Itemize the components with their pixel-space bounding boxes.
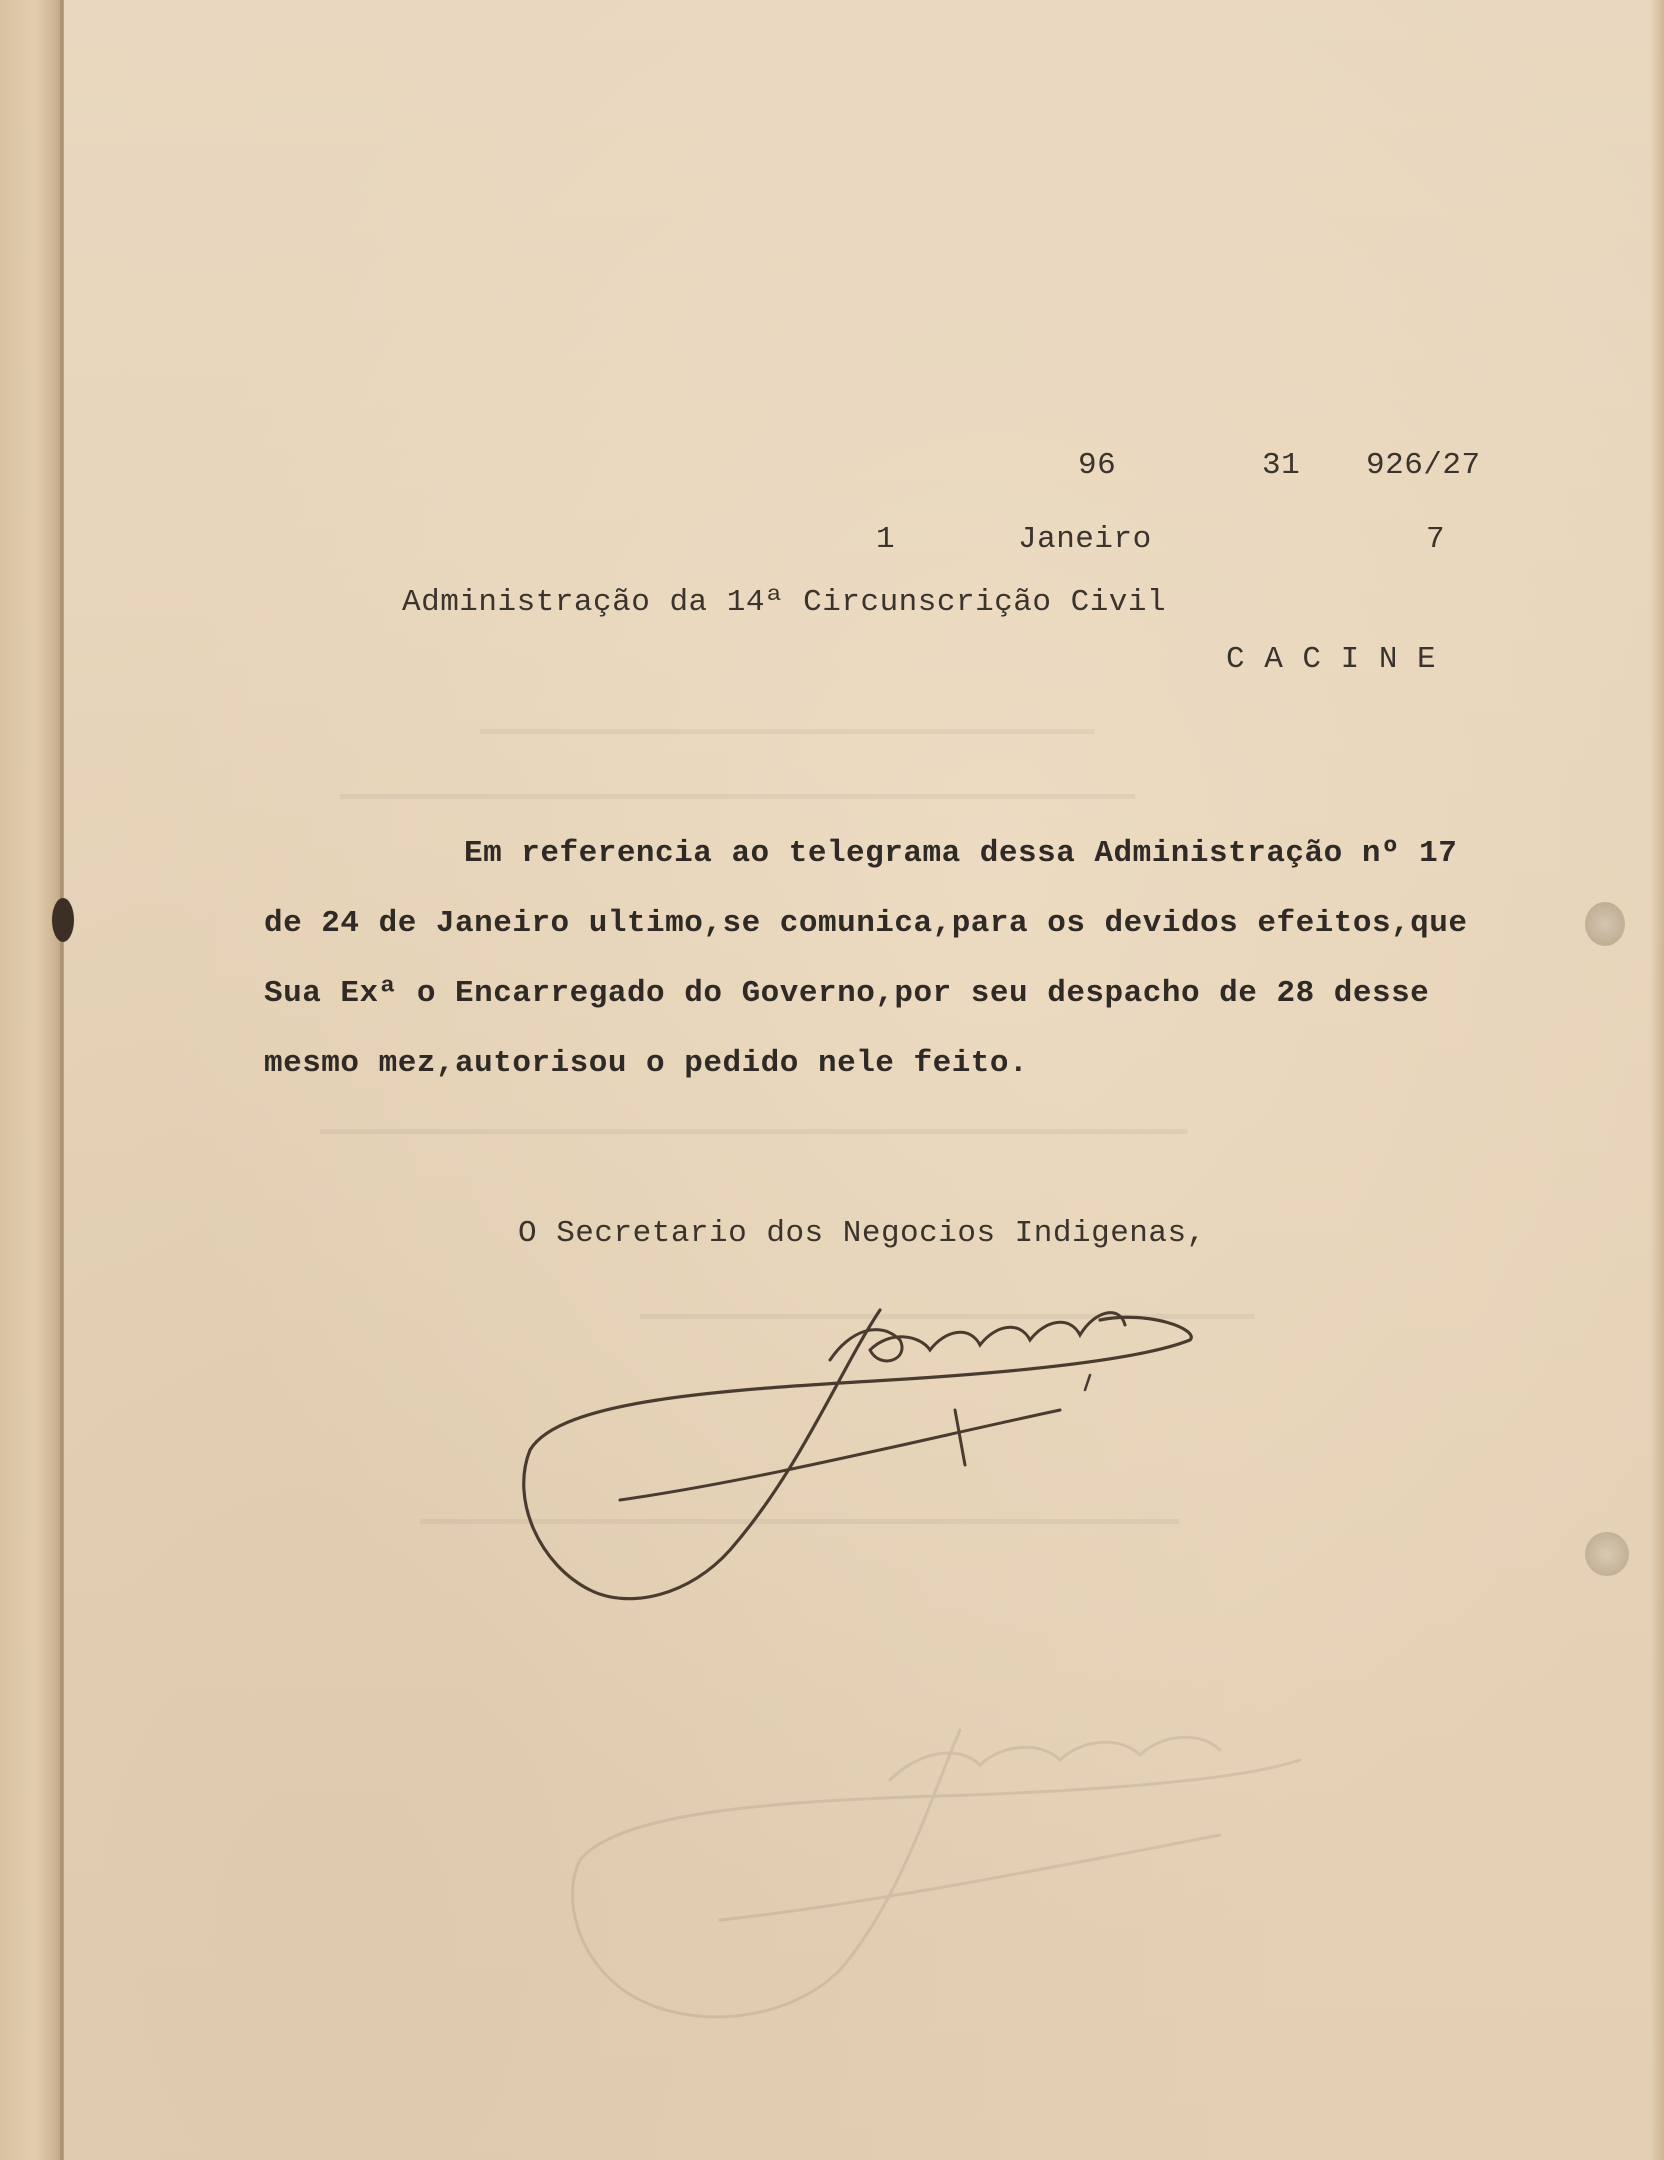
bleed-through-text: ━━━━━━━━━━━━━━━━━━━━━━━━━━━━━━━━━━━━━━━━━━	[420, 1508, 1179, 1542]
bleed-through-text: ━━━━━━━━━━━━━━━━━━━━━━━━━━━━━━━━━━━━━━━━━━━━	[340, 783, 1135, 817]
date-year: 7	[1426, 522, 1446, 557]
reference-year: 926/27	[1366, 448, 1481, 483]
punch-hole	[52, 898, 74, 942]
bleed-through-signature	[540, 1700, 1320, 2040]
fold-line	[60, 0, 63, 2160]
closing-title: O Secretario dos Negocios Indigenas,	[518, 1216, 1206, 1251]
punch-hole	[1585, 1532, 1629, 1576]
date-day: 1	[876, 522, 896, 557]
binding-strip	[0, 0, 64, 2160]
handwritten-signature	[500, 1290, 1220, 1630]
date-month: Janeiro	[1018, 522, 1152, 557]
punch-hole	[1585, 902, 1625, 946]
recipient-name: Administração da 14ª Circunscrição Civil	[402, 585, 1167, 620]
body-line-4: mesmo mez,autorisou o pedido nele feito.	[264, 1046, 1029, 1081]
bleed-through-text: ━━━━━━━━━━━━━━━━━━━━━━━━━━━━━━━━━━	[480, 718, 1095, 752]
bleed-through-text: ━━━━━━━━━━━━━━━━━━━━━━━━━━━━━━━━━━━━━━━━━━━━━━━━	[320, 1118, 1187, 1152]
body-line-2: de 24 de Janeiro ultimo,se comunica,para os devidos efeitos,que	[264, 906, 1468, 941]
body-line-1: Em referencia ao telegrama dessa Administração nº 17	[464, 836, 1458, 871]
body-line-3: Sua Exª o Encarregado do Governo,por seu despacho de 28 desse	[264, 976, 1430, 1011]
recipient-location: C A C I N E	[1226, 642, 1437, 677]
reference-number: 96	[1078, 448, 1117, 483]
page-edge	[1650, 0, 1664, 2160]
reference-day: 31	[1262, 448, 1301, 483]
bleed-through-text: ━━━━━━━━━━━━━━━━━━━━━━━━━━━━━━━━━━	[640, 1303, 1255, 1337]
